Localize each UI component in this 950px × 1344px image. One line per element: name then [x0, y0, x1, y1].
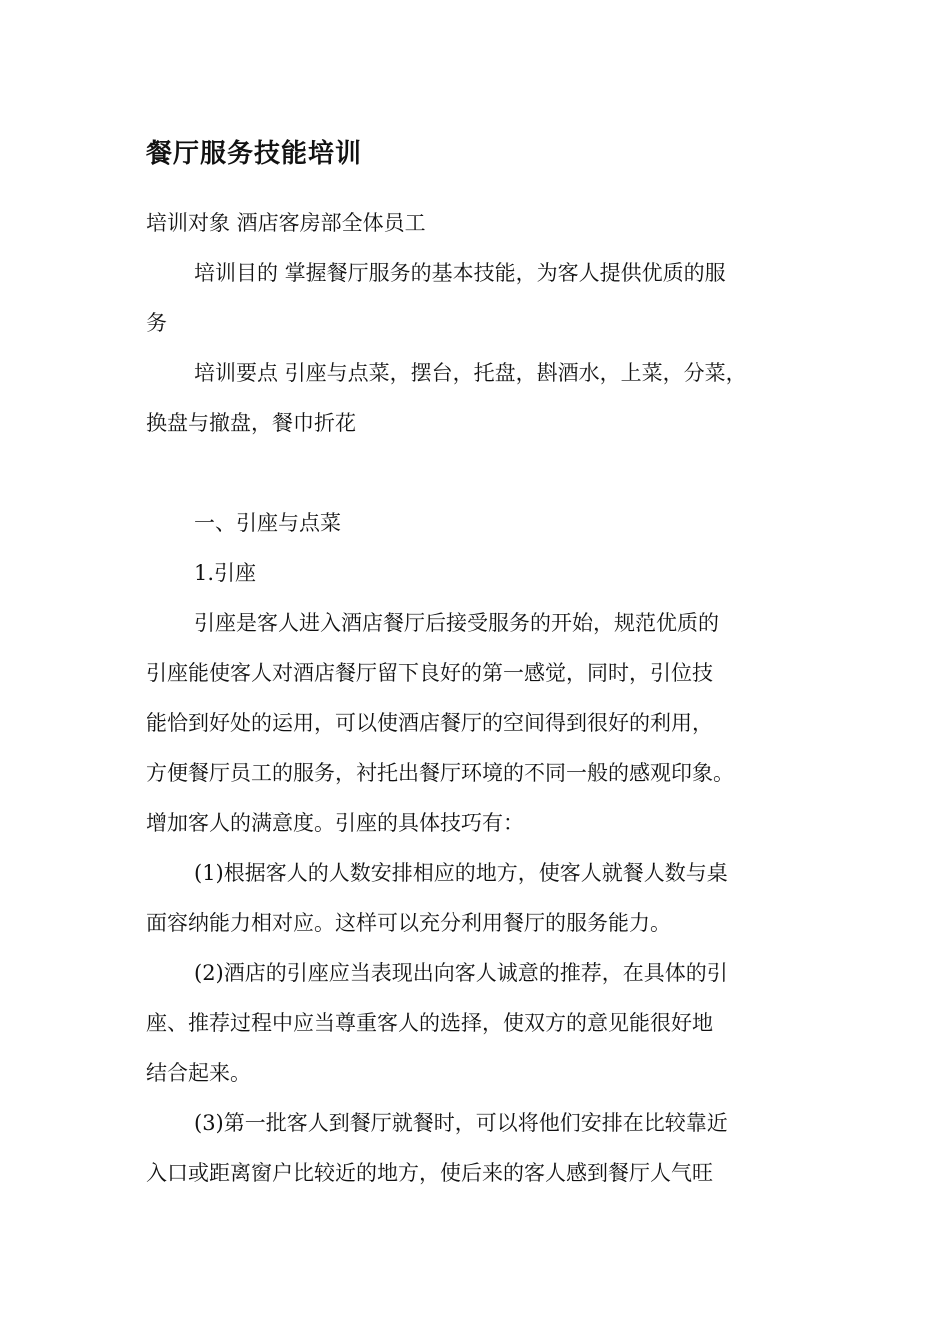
training-goal-line: 培训目的 掌握餐厅服务的基本技能，为客人提供优质的服: [194, 261, 726, 285]
training-points-line: 培训要点 引座与点菜，摆台，托盘，斟酒水，上菜，分菜，: [194, 361, 747, 385]
paragraph-line: 能恰到好处的运用，可以使酒店餐厅的空间得到很好的利用，: [146, 711, 713, 735]
subsection-heading: 1.引座: [194, 561, 257, 585]
list-item-line: 面容纳能力相对应。这样可以充分利用餐厅的服务能力。: [146, 911, 671, 935]
list-item-line: 座、推荐过程中应当尊重客人的选择，使双方的意见能很好地: [146, 1011, 713, 1035]
list-item-line: 结合起来。: [146, 1061, 251, 1085]
training-goal-line-cont: 务: [146, 311, 167, 335]
training-target-line: 培训对象 酒店客房部全体员工: [146, 211, 426, 235]
training-points-line-cont: 换盘与撤盘，餐巾折花: [146, 411, 356, 435]
section-heading: 一、引座与点菜: [194, 511, 341, 535]
list-item-line: (2)酒店的引座应当表现出向客人诚意的推荐，在具体的引: [194, 961, 728, 985]
paragraph-line: 方便餐厅员工的服务，衬托出餐厅环境的不同一般的感观印象。: [146, 761, 734, 785]
paragraph-line: 引座是客人进入酒店餐厅后接受服务的开始，规范优质的: [194, 611, 719, 635]
list-item-line: (1)根据客人的人数安排相应的地方，使客人就餐人数与桌: [194, 861, 728, 885]
list-item-line: 入口或距离窗户比较近的地方，使后来的客人感到餐厅人气旺: [146, 1161, 713, 1185]
list-item-line: (3)第一批客人到餐厅就餐时，可以将他们安排在比较靠近: [194, 1111, 728, 1135]
paragraph-line: 增加客人的满意度。引座的具体技巧有：: [146, 811, 524, 835]
document-title: 餐厅服务技能培训: [146, 139, 363, 169]
paragraph-line: 引座能使客人对酒店餐厅留下良好的第一感觉，同时，引位技: [146, 661, 713, 685]
